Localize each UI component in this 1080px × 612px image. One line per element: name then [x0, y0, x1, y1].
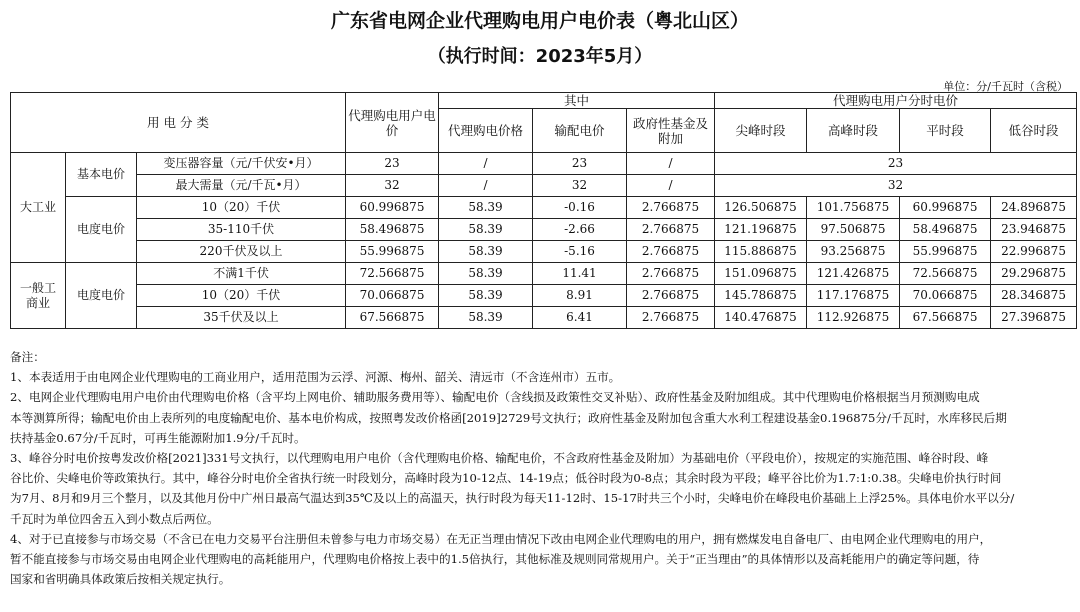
cell-agent: 72.566875: [346, 263, 439, 285]
cell-flat: 67.566875: [900, 307, 991, 329]
cell-fund: 2.766875: [627, 285, 715, 307]
page-title: 广东省电网企业代理购电用户电价表（粤北山区）: [330, 10, 749, 32]
group-general-commercial: 一般工商业: [11, 263, 66, 329]
cell-peak: 112.926875: [807, 307, 900, 329]
cell-agent: 58.496875: [346, 219, 439, 241]
header-row-top: [11, 93, 1077, 109]
group-basic-price: 基本电价: [66, 153, 137, 197]
cell-fund: 2.766875: [627, 307, 715, 329]
cell-purchase: 58.39: [439, 241, 533, 263]
cell-trans: -2.66: [533, 219, 627, 241]
cell-purchase: 58.39: [439, 307, 533, 329]
note-3-line-2: 谷比价、尖峰电价等政策执行。其中，峰谷分时电价全省执行统一时段划分，高峰时段为10-12点、14-19点；低谷时段为0-8点；其余时段为平段；峰平谷比价为1.7:1:0.38。尖峰电价执行时间: [10, 471, 1002, 486]
cell-flat: 55.996875: [900, 241, 991, 263]
cell-trans: -0.16: [533, 197, 627, 219]
cell-agent: 67.566875: [346, 307, 439, 329]
cell-valley: 23.946875: [991, 219, 1077, 241]
header-transmission-price: 输配电价: [533, 109, 627, 153]
row-label: 最大需量（元/千瓦•月）: [137, 175, 346, 197]
note-3-line-1: 3、峰谷分时电价按粤发改价格[2021]331号文执行，以代理购电用户电价（含代理购电价格、输配电价，不含政府性基金及附加）为基础电价（平段电价），按规定的实施范围、峰谷时段、峰: [10, 451, 989, 466]
cell-agent: 32: [346, 175, 439, 197]
note-4-line-3: 国家和省明确具体政策后按相关规定执行。: [10, 572, 231, 587]
table-row: [11, 197, 1077, 219]
group-energy-price-gc: 电度电价: [66, 263, 137, 329]
cell-sharp: 145.786875: [715, 285, 807, 307]
note-2-line-1: 2、电网企业代理购电用户电价由代理购电价格（含平均上网电价、辅助服务费用等）、输配电价（含线损及政策性交叉补贴）、政府性基金及附加组成。其中代理购电价格根据当月预测购电成: [10, 390, 980, 405]
cell-purchase: 58.39: [439, 285, 533, 307]
price-table: [10, 92, 1077, 329]
cell-sharp: 140.476875: [715, 307, 807, 329]
cell-trans: 23: [533, 153, 627, 175]
cell-tou: 23: [715, 153, 1077, 175]
row-label: 35千伏及以上: [137, 307, 346, 329]
note-2-line-2: 本等测算所得；输配电价由上表所列的电度输配电价、基本电价构成，按照粤发改价格函[2019]2729号文执行；政府性基金及附加包含重大水利工程建设基金0.196875分/千瓦时，水库移民后期: [10, 410, 1007, 425]
cell-agent: 60.996875: [346, 197, 439, 219]
cell-fund: 2.766875: [627, 219, 715, 241]
cell-peak: 117.176875: [807, 285, 900, 307]
cell-flat: 60.996875: [900, 197, 991, 219]
cell-valley: 22.996875: [991, 241, 1077, 263]
table-row: [11, 219, 1077, 241]
cell-fund: 2.766875: [627, 241, 715, 263]
note-1: 1、本表适用于由电网企业代理购电的工商业用户，适用范围为云浮、河源、梅州、韶关、清远市（不含连州市）五市。: [10, 370, 621, 385]
table-row: [11, 175, 1077, 197]
cell-peak: 121.426875: [807, 263, 900, 285]
cell-fund: 2.766875: [627, 263, 715, 285]
row-label: 10（20）千伏: [137, 285, 346, 307]
header-purchase-price: 代理购电价格: [439, 109, 533, 153]
cell-purchase: /: [439, 175, 533, 197]
cell-trans: -5.16: [533, 241, 627, 263]
cell-fund: 2.766875: [627, 197, 715, 219]
cell-agent: 70.066875: [346, 285, 439, 307]
group-energy-price: 电度电价: [66, 197, 137, 263]
cell-sharp: 121.196875: [715, 219, 807, 241]
cell-agent: 23: [346, 153, 439, 175]
cell-trans: 6.41: [533, 307, 627, 329]
cell-purchase: 58.39: [439, 197, 533, 219]
page-subtitle: （执行时间：2023年5月）: [427, 46, 653, 67]
cell-trans: 8.91: [533, 285, 627, 307]
header-flat: 平时段: [900, 109, 991, 153]
cell-tou: 32: [715, 175, 1077, 197]
cell-sharp: 126.506875: [715, 197, 807, 219]
table-row: [11, 285, 1077, 307]
cell-sharp: 151.096875: [715, 263, 807, 285]
header-valley: 低谷时段: [991, 109, 1077, 153]
cell-flat: 70.066875: [900, 285, 991, 307]
cell-flat: 72.566875: [900, 263, 991, 285]
cell-purchase: 58.39: [439, 219, 533, 241]
cell-trans: 32: [533, 175, 627, 197]
cell-agent: 55.996875: [346, 241, 439, 263]
cell-valley: 28.346875: [991, 285, 1077, 307]
row-label: 35-110千伏: [137, 219, 346, 241]
row-label: 不满1千伏: [137, 263, 346, 285]
note-3-line-3: 为7月、8月和9月三个整月，以及其他月份中广州日最高气温达到35℃及以上的高温天，执行时段为每天11-12时、15-17时共三个小时，尖峰电价在峰段电价基础上上浮25%。具体电价水平以分/: [10, 491, 1015, 506]
table-row: [11, 241, 1077, 263]
cell-sharp: 115.886875: [715, 241, 807, 263]
notes-heading: 备注：: [10, 350, 45, 364]
row-label: 变压器容量（元/千伏安•月）: [137, 153, 346, 175]
note-3-line-4: 千瓦时为单位四舍五入到小数点后两位。: [10, 511, 219, 526]
row-label: 220千伏及以上: [137, 241, 346, 263]
cell-flat: 58.496875: [900, 219, 991, 241]
cell-valley: 29.296875: [991, 263, 1077, 285]
notes-section: [10, 347, 1072, 589]
cell-peak: 97.506875: [807, 219, 900, 241]
cell-valley: 27.396875: [991, 307, 1077, 329]
header-agent-price: 代理购电用户电价: [346, 93, 439, 153]
cell-peak: 101.756875: [807, 197, 900, 219]
cell-purchase: /: [439, 153, 533, 175]
table-row: [11, 263, 1077, 285]
note-4-line-1: 4、对于已直接参与市场交易（不含已在电力交易平台注册但未曾参与电力市场交易）在无正当理由情况下改由电网企业代理购电的用户，拥有燃煤发电自备电厂、由电网企业代理购电的用户，: [10, 531, 992, 546]
group-large-industry: 大工业: [11, 153, 66, 263]
header-peak: 高峰时段: [807, 109, 900, 153]
cell-purchase: 58.39: [439, 263, 533, 285]
note-2-line-3: 扶持基金0.67分/千瓦时，可再生能源附加1.9分/千瓦时。: [10, 430, 306, 445]
cell-valley: 24.896875: [991, 197, 1077, 219]
header-of-which: 其中: [439, 93, 715, 109]
cell-fund: /: [627, 153, 715, 175]
unit-label: 单位：分/千瓦时（含税）: [943, 80, 1068, 93]
table-row: [11, 307, 1077, 329]
cell-peak: 93.256875: [807, 241, 900, 263]
cell-trans: 11.41: [533, 263, 627, 285]
header-category: 用 电 分 类: [11, 93, 346, 153]
note-4-line-2: 暂不能直接参与市场交易由电网企业代理购电的高耗能用户，代理购电价格按上表中的1.5倍执行，其他标准及规则同常规用户。关于“正当理由”的具体情形以及高耗能用户的确定等问题，待: [10, 552, 980, 567]
header-peak-sharp: 尖峰时段: [715, 109, 807, 153]
header-tou-group: 代理购电用户分时电价: [715, 93, 1077, 109]
row-label: 10（20）千伏: [137, 197, 346, 219]
table-row: [11, 153, 1077, 175]
header-gov-fund: 政府性基金及附加: [627, 109, 715, 153]
cell-fund: /: [627, 175, 715, 197]
